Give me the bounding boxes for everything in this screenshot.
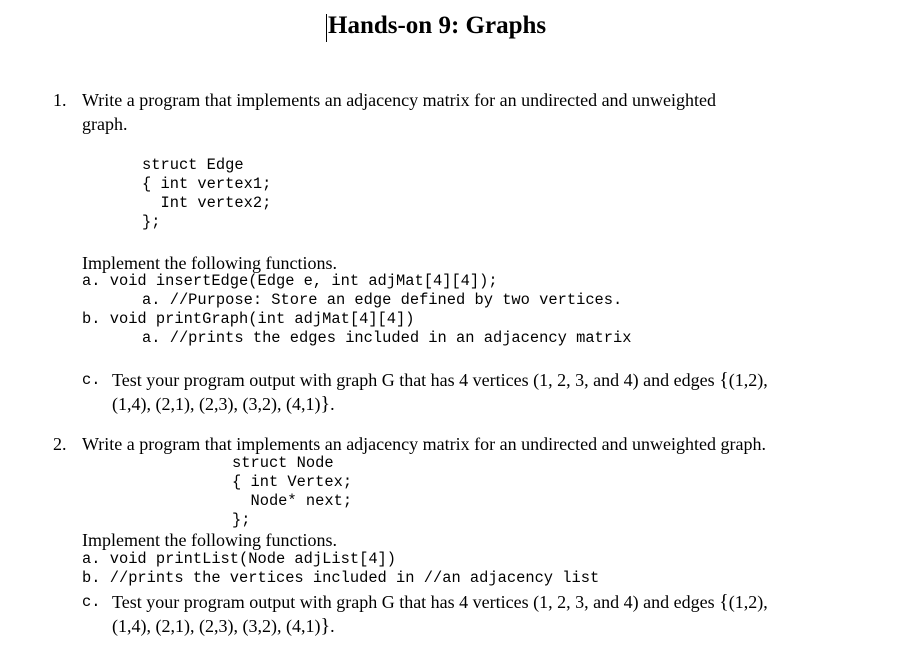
q1-code-line4: }; [142, 213, 161, 231]
q1-function-c-line2 [112, 392, 335, 416]
page-title: Hands-on 9: Graphs [328, 12, 547, 39]
q1-implement: Implement the following functions. [82, 253, 337, 273]
q2-edges-line2: (1,4), (2,1), (2,3), (3,2), (4,1) [112, 616, 321, 636]
q1-function-c-line1 [112, 368, 768, 392]
q1-function-a-marker: a. [82, 272, 110, 290]
q2-code-line4: }; [232, 511, 251, 529]
q1-function-b-marker: b. [82, 310, 110, 328]
q1-code-line1: struct Edge [142, 156, 244, 174]
q1-edges-line1: (1,2), [728, 370, 768, 390]
q2-function-c-marker: c. [82, 593, 101, 611]
q2-function-a-marker: a. [82, 550, 110, 568]
q1-function-b-sub: a. //prints the edges included in an adjacency matrix [142, 329, 632, 347]
q2-function-c-text: Test your program output with graph G that has 4 vertices (1, 2, 3, and 4) and edges [112, 592, 720, 612]
q2-implement: Implement the following functions. [82, 530, 337, 550]
q2-text-line1: Write a program that implements an adjacency matrix for an undirected and unweighted graph. [82, 434, 767, 454]
q2-function-c-line1 [112, 590, 768, 614]
q1-number: 1. [53, 90, 67, 110]
q1-function-a-code: void insertEdge(Edge e, int adjMat[4][4]); [109, 272, 498, 290]
q2-function-b-code: //prints the vertices included in //an adjacency list [109, 569, 600, 587]
q2-period: . [330, 616, 335, 636]
q2-code-line2: { int Vertex; [232, 473, 353, 491]
q2-function-a-code: void printList(Node adjList[4]) [109, 550, 397, 568]
q1-function-b [82, 310, 415, 329]
q2-code-line1: struct Node [232, 454, 334, 472]
q2-function-a [82, 550, 396, 569]
q1-function-a-sub: a. //Purpose: Store an edge defined by two vertices. [142, 291, 623, 309]
q1-function-c-text: Test your program output with graph G that has 4 vertices (1, 2, 3, and 4) and edges [112, 370, 720, 390]
q1-function-c-marker: c. [82, 371, 101, 389]
q1-brace-open: { [719, 369, 729, 391]
q1-brace-close: } [320, 393, 331, 415]
q2-number: 2. [53, 434, 67, 454]
q1-code-line3: Int vertex2; [142, 194, 272, 212]
q1-period: . [330, 394, 335, 414]
q2-brace-close: } [320, 615, 331, 637]
q2-edges-line1: (1,2), [728, 592, 768, 612]
text-cursor [326, 14, 327, 42]
q1-text-line1: Write a program that implements an adjacency matrix for an undirected and unweighted [82, 90, 717, 110]
q1-function-b-code: void printGraph(int adjMat[4][4]) [109, 310, 415, 328]
q2-function-b [82, 569, 599, 588]
q1-function-a [82, 272, 498, 291]
q1-text-line2: graph. [82, 114, 128, 134]
q1-code-line2: { int vertex1; [142, 175, 272, 193]
q1-edges-line2: (1,4), (2,1), (2,3), (3,2), (4,1) [112, 394, 321, 414]
q2-brace-open: { [719, 591, 729, 613]
q2-code-line3: Node* next; [232, 492, 353, 510]
q2-function-b-marker: b. [82, 569, 110, 587]
q2-function-c-line2 [112, 614, 335, 638]
